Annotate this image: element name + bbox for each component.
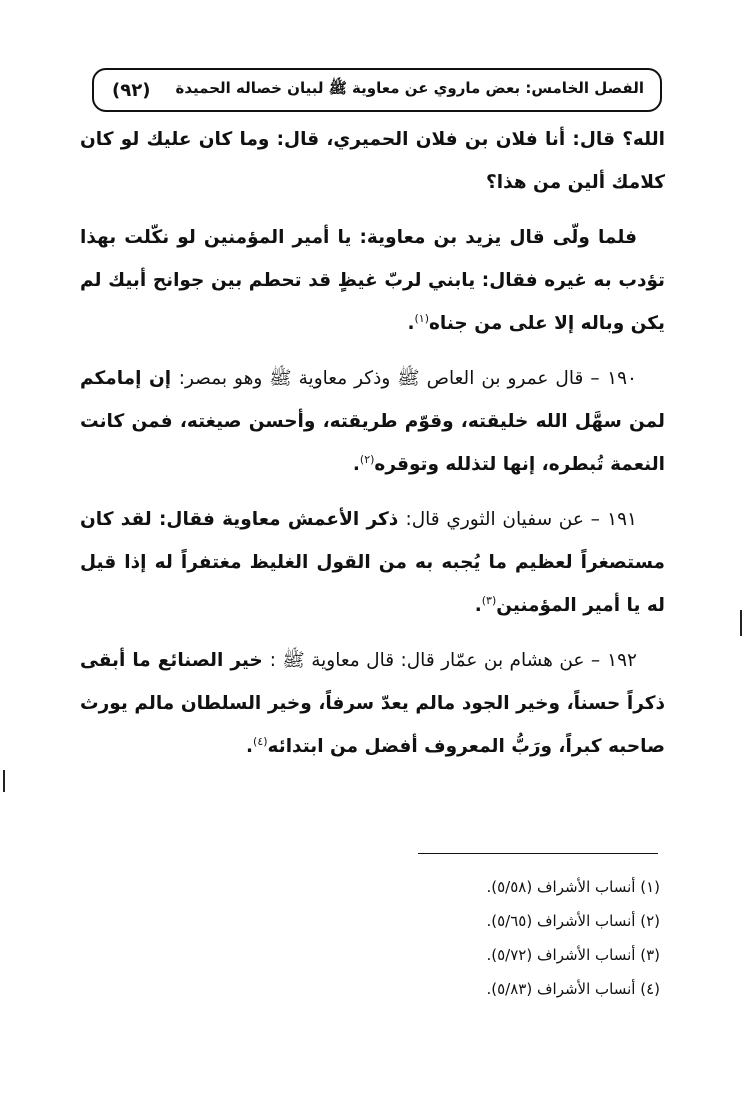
footnote-ref[interactable]: (٢): [359, 452, 375, 466]
narration-lead: – عن سفيان الثوري قال:: [405, 509, 600, 530]
paragraph: ١٩٠ – قال عمرو بن العاص ﷺ وذكر معاوية ﷺ وهو بمصر: إن إمامكم لمن سهَّل الله خليقته، وقوّم طريقته، وأحسن صيغته، فمن كانت النعمة تُبطره، إنها لتذلله وتوقره$^{(٢)}$.: [80, 368, 665, 475]
scan-edge-mark: [740, 610, 742, 636]
footnote-divider: [418, 853, 658, 854]
footnote-ref[interactable]: (١): [414, 311, 429, 325]
body-text: [80, 118, 665, 780]
paragraph-text: فلما ولّى قال يزيد بن معاوية: يا أمير المؤمنين لو نكّلت بهذا تؤدب به غيره فقال: يابني لربّ غيظٍ قد تحطم بين جوانح أبيك لم يكن وباله إلا على من جناه: [80, 227, 665, 334]
item-number: ١٩٠: [607, 368, 637, 389]
footnote: (٢) أنساب الأشراف (٥/٦٥).: [486, 912, 660, 930]
footnote: (١) أنساب الأشراف (٥/٥٨).: [486, 878, 660, 896]
paragraph-text: خير الصنائع ما أبقى ذكراً حسناً، وخير الجود مالم يعدّ سرفاً، وخير السلطان مالم يورث صاحبه كبراً، ورَبُّ المعروف أفضل من ابتدائه: [80, 650, 665, 757]
running-header: [92, 68, 662, 112]
item-number: ١٩٢: [607, 650, 637, 671]
paragraph: ١٩٢ – عن هشام بن عمّار قال: قال معاوية ﷺ : خير الصنائع ما أبقى ذكراً حسناً، وخير الجود مالم يعدّ سرفاً، وخير السلطان مالم يورث صاحبه كبراً، ورَبُّ المعروف أفضل من ابتدائه$^{(٤)}$.: [80, 650, 665, 757]
page-number: (٩٢): [112, 79, 151, 101]
chapter-title: الفصل الخامس: بعض ماروي عن معاوية ﷺ لبيان خصاله الحميدة: [175, 79, 644, 97]
scan-edge-mark: [3, 770, 5, 792]
footnote-ref[interactable]: (٣): [481, 593, 497, 607]
paragraph: ١٩١ – عن سفيان الثوري قال: ذكر الأعمش معاوية فقال: لقد كان مستصغراً لعظيم ما يُجبه به من القول الغليظ مغتفراً له إذا قيل له يا أمير المؤمنين$^{(٣)}$.: [80, 509, 665, 616]
footnotes: [360, 870, 660, 1006]
footnote: (٣) أنساب الأشراف (٥/٧٢).: [486, 946, 660, 964]
item-number: ١٩١: [607, 509, 637, 530]
paragraph-text: ذكر الأعمش معاوية فقال: لقد كان مستصغراً لعظيم ما يُجبه به من القول الغليظ مغتفراً له إذا قيل له يا أمير المؤمنين: [80, 509, 665, 616]
narration-lead: – عن هشام بن عمّار قال: قال معاوية ﷺ :: [269, 650, 601, 671]
paragraph-text: إن إمامكم لمن سهَّل الله خليقته، وقوّم طريقته، وأحسن صيغته، فمن كانت النعمة تُبطره، إنها لتذلله وتوقره: [80, 368, 665, 475]
footnote-ref[interactable]: (٤): [253, 734, 268, 748]
paragraph: [80, 118, 665, 204]
paragraph: فلما ولّى قال يزيد بن معاوية: يا أمير المؤمنين لو نكّلت بهذا تؤدب به غيره فقال: يابني لربّ غيظٍ قد تحطم بين جوانح أبيك لم يكن وباله إلا على من جناه$^{(١)}$.: [80, 227, 665, 334]
footnote: (٤) أنساب الأشراف (٥/٨٣).: [486, 980, 660, 998]
paragraph-text: الله؟ قال: أنا فلان بن فلان الحميري، قال: وما كان عليك لو كان كلامك ألين من هذا؟: [80, 129, 665, 193]
narration-lead: – قال عمرو بن العاص ﷺ وذكر معاوية ﷺ وهو بمصر:: [178, 368, 600, 389]
